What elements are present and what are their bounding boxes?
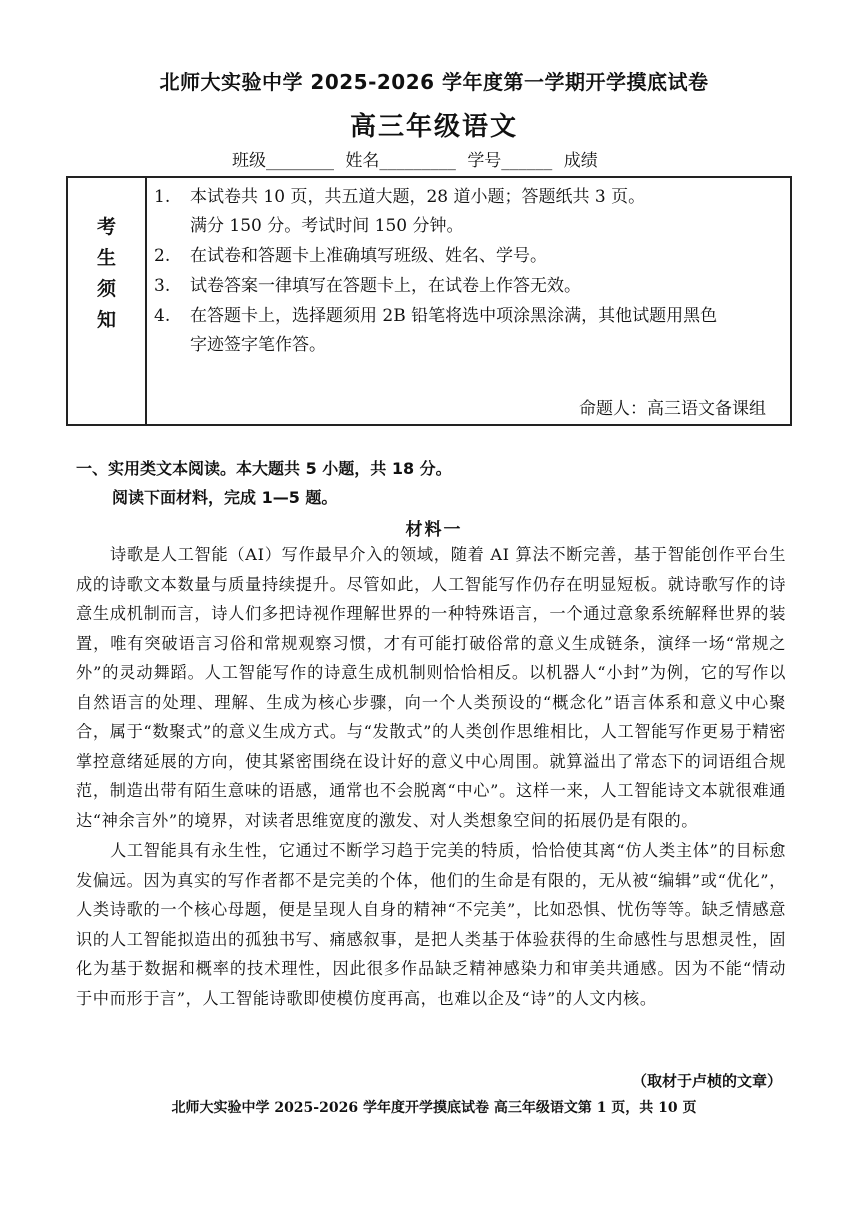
notice-item [154, 330, 326, 355]
notice-item-text: 本试卷共 10 页，共五道大题，28 道小题；答题纸共 3 页。 [190, 187, 646, 207]
section-heading: 一、实用类文本阅读。本大题共 5 小题，共 18 分。 [76, 459, 452, 478]
notice-item-text: 字迹签字笔作答。 [190, 335, 326, 355]
score-field: 成绩 [563, 151, 598, 171]
student-id-field: 学号______ [467, 151, 553, 171]
student-info-fields [232, 146, 604, 171]
exam-title: 北师大实验中学 2025-2026 学年度第一学期开学摸底试卷 [159, 70, 709, 94]
material-source: （取材于卢桢的文章） [631, 1072, 782, 1090]
notice-item [154, 271, 581, 296]
name-field: 姓名_________ [345, 151, 456, 171]
notice-item-text: 在答题卡上，选择题须用 2B 铅笔将选中项涂黑涂满，其他试题用黑色 [190, 306, 718, 326]
notice-item [154, 301, 717, 326]
notice-item-number: 4. [154, 306, 171, 326]
exam-notice-box [66, 176, 792, 426]
section-instruction: 阅读下面材料，完成 1—5 题。 [112, 488, 338, 507]
notice-item [154, 182, 645, 207]
notice-side-char: 须 [96, 278, 116, 300]
notice-item-text: 试卷答案一律填写在答题卡上，在试卷上作答无效。 [190, 276, 581, 296]
notice-item-number: 3. [154, 276, 171, 296]
page-footer: 北师大实验中学 2025-2026 学年度开学摸底试卷 高三年级语文第 1 页，共 10 页 [171, 1100, 697, 1116]
class-field: 班级________ [232, 151, 334, 171]
material-title: 材料一 [405, 520, 463, 540]
exam-author: 命题人：高三语文备课组 [579, 399, 766, 419]
notice-item-text: 在试卷和答题卡上准确填写班级、姓名、学号。 [190, 246, 547, 266]
notice-item-number: 1. [154, 187, 171, 207]
material-paragraph: 诗歌是人工智能（AI）写作最早介入的领域，随着 AI 算法不断完善，基于智能创作平台生成的诗歌文本数量与质量持续提升。尽管如此，人工智能写作仍存在明显短板。就诗歌写作的诗意生成机制而言，诗人们多把诗视作理解世界的一种特殊语言，一个通过意象系统解释世界的装置，唯有突破语言习俗和常规观察习惯，才有可能打破俗常的意义生成链条，演绎一场“常规之外”的灵动舞蹈。人工智能写作的诗意生成机制则恰恰相反。以机器人“小封”为例，它的写作以自然语言的处理、理解、生成为核心步骤，向一个人类预设的“概念化”语言体系和意义中心聚合，属于“数聚式”的意义生成方式。与“发散式”的人类创作思维相比，人工智能写作更易于精密掌控意绪延展的方向，使其紧密围绕在设计好的意义中心周围。就算溢出了常态下的词语组合规范，制造出带有陌生意味的语感，通常也不会脱离“中心”。这样一来，人工智能诗文本就很难通达“神余言外”的境界，对读者思维宽度的激发、对人类想象空间的拓展仍是有限的。 [76, 545, 786, 830]
notice-side-label [68, 178, 147, 424]
notice-item [154, 211, 464, 236]
notice-item [154, 241, 547, 266]
notice-side-char: 知 [96, 309, 116, 331]
notice-side-char: 考 [96, 216, 116, 238]
material-paragraph: 人工智能具有永生性，它通过不断学习趋于完美的特质，恰恰使其离“仿人类主体”的目标愈发偏远。因为真实的写作者都不是完美的个体，他们的生命是有限的，无从被“编辑”或“优化”，人类诗歌的一个核心母题，便是呈现人自身的精神“不完美”，比如恐惧、忧伤等等。缺乏情感意识的人工智能拟造出的孤独书写、痛感叙事，是把人类基于体验获得的生命感性与思想灵性，固化为基于数据和概率的技术理性，因此很多作品缺乏精神感染力和审美共通感。因为不能“情动于中而形于言”，人工智能诗歌即使模仿度再高，也难以企及“诗”的人文内核。 [76, 841, 786, 1008]
notice-item-text: 满分 150 分。考试时间 150 分钟。 [190, 216, 464, 236]
exam-subtitle: 高三年级语文 [349, 112, 518, 142]
notice-item-number: 2. [154, 246, 171, 266]
notice-side-char: 生 [96, 247, 116, 269]
